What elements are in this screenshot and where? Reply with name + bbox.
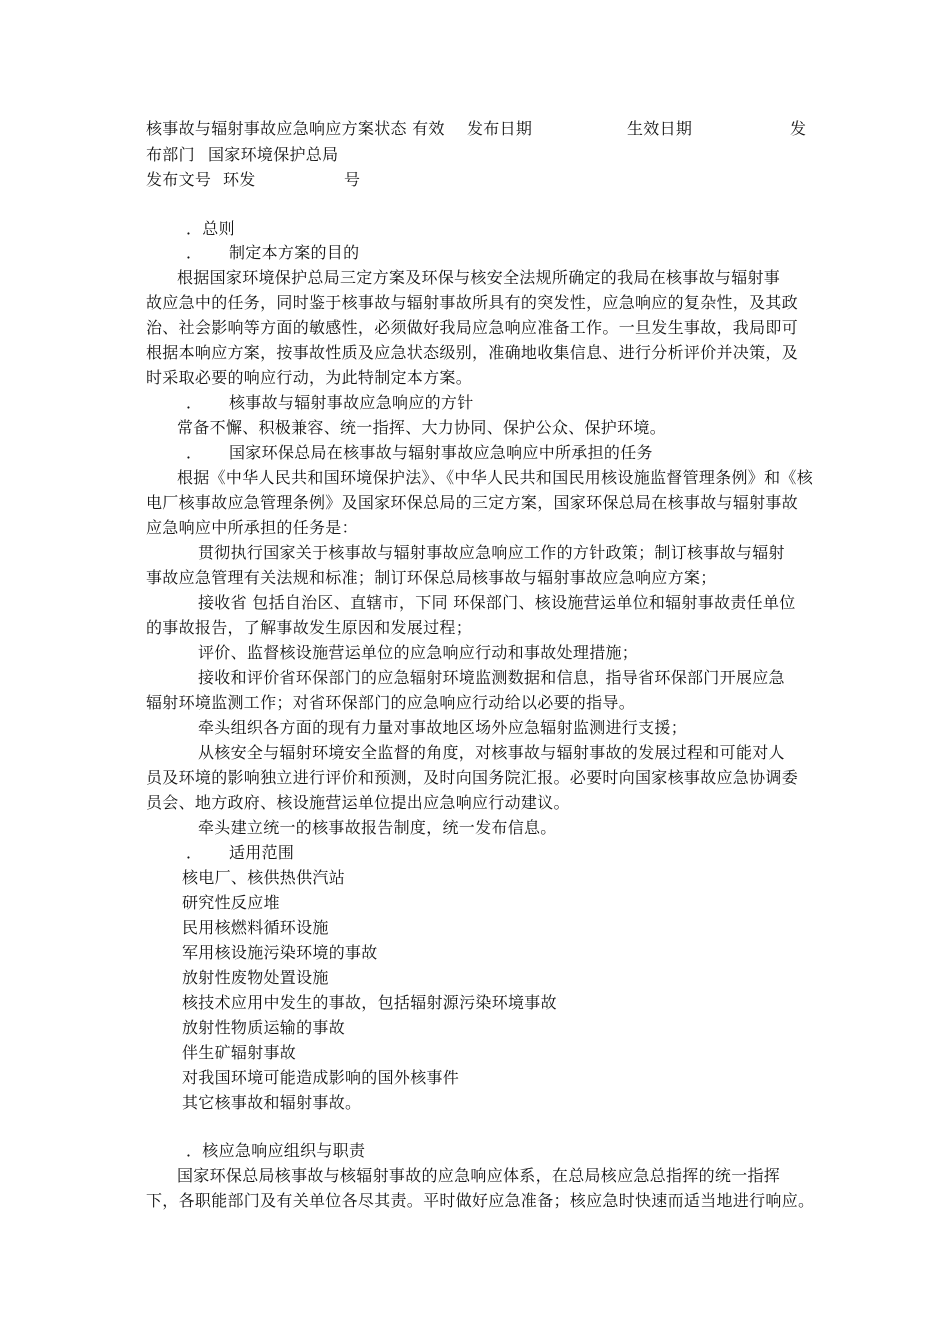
sub1-line: 故应急中的任务，同时鉴于核事故与辐射事故所具有的突发性，应急响应的复杂性，及其政 <box>146 293 799 312</box>
sub2-title: 核事故与辐射事故应急响应的方针 <box>229 393 474 412</box>
publish-dept-label-a: 发 <box>790 119 807 138</box>
task-line: 员会、地方政府、核设施营运单位提出应急响应行动建议。 <box>146 793 570 812</box>
scope-item: 对我国环境可能造成影响的国外核事件 <box>182 1068 460 1087</box>
sub1-line: 治、社会影响等方面的敏感性，必须做好我局应急响应准备工作。一旦发生事故，我局即可 <box>146 318 799 337</box>
scope-item: 其它核事故和辐射事故。 <box>182 1093 362 1112</box>
sub-marker: ． <box>186 393 203 412</box>
task-line: 员及环境的影响独立进行评价和预测，及时向国务院汇报。必要时向国家核事故应急协调委 <box>146 768 799 787</box>
sub-marker: ． <box>186 843 203 862</box>
task-line: 评价、监督核设施营运单位的应急响应行动和事故处理措施； <box>198 643 639 662</box>
sub3-intro-line: 根据《中华人民共和国环境保护法》、《中华人民共和国民用核设施监督管理条例》和《核 <box>177 468 814 487</box>
scope-item: 放射性废物处置设施 <box>182 968 329 987</box>
scope-item: 军用核设施污染环境的事故 <box>182 943 378 962</box>
task-line: 从核安全与辐射环境安全监督的角度，对核事故与辐射事故的发展过程和可能对人 <box>198 743 785 762</box>
sub2-text: 常备不懈、积极兼容、统一指挥、大力协同、保护公众、保护环境。 <box>177 418 667 437</box>
task-line: 事故应急管理有关法规和标准；制订环保总局核事故与辐射事故应急响应方案； <box>146 568 717 587</box>
scope-item: 核电厂、核供热供汽站 <box>182 868 346 887</box>
sub3-intro-line: 应急响应中所承担的任务是： <box>146 518 358 537</box>
sub4-title: 适用范围 <box>229 843 295 862</box>
scope-item: 民用核燃料循环设施 <box>182 918 329 937</box>
sub3-title: 国家环保总局在核事故与辐射事故应急响应中所承担的任务 <box>229 443 653 462</box>
sub1-line: 根据本响应方案，按事故性质及应急状态级别，准确地收集信息、进行分析评价并决策，及 <box>146 343 799 362</box>
sub3-intro-line: 电厂核事故应急管理条例》及国家环保总局的三定方案，国家环保总局在核事故与辐射事故 <box>146 493 799 512</box>
task-line: 牵头建立统一的核事故报告制度，统一发布信息。 <box>198 818 557 837</box>
task-line: 贯彻执行国家关于核事故与辐射事故应急响应工作的方针政策；制订核事故与辐射 <box>198 543 785 562</box>
doc-no-label: 发布文号 <box>146 170 212 189</box>
scope-item: 核技术应用中发生的事故，包括辐射源污染环境事故 <box>182 993 557 1012</box>
task-line: 辐射环境监测工作；对省环保部门的应急响应行动给以必要的指导。 <box>146 693 636 712</box>
task-line: 接收省 包括自治区、直辖市，下同 环保部门、核设施营运单位和辐射事故责任单位 <box>198 593 796 612</box>
sub1-title: 制定本方案的目的 <box>229 243 360 262</box>
section2-line: 下，各职能部门及有关单位各尽其责。平时做好应急准备；核应急时快速而适当地进行响应。 <box>146 1191 815 1210</box>
sub1-line: 根据国家环境保护总局三定方案及环保与核安全法规所确定的我局在核事故与辐射事 <box>177 268 781 287</box>
doc-no-prefix: 环发 <box>223 170 256 189</box>
publish-date-label: 发布日期 <box>467 119 533 138</box>
section2-heading: ．核应急响应组织与职责 <box>186 1141 366 1160</box>
sub1-line: 时采取必要的响应行动，为此特制定本方案。 <box>146 368 473 387</box>
effective-date-label: 生效日期 <box>627 119 693 138</box>
task-line: 接收和评价省环保部门的应急辐射环境监测数据和信息，指导省环保部门开展应急 <box>198 668 785 687</box>
sub-marker: ． <box>186 443 203 462</box>
task-line: 的事故报告，了解事故发生原因和发展过程； <box>146 618 473 637</box>
publish-dept: 国家环境保护总局 <box>208 145 339 164</box>
scope-item: 伴生矿辐射事故 <box>182 1043 297 1062</box>
scope-item: 放射性物质运输的事故 <box>182 1018 346 1037</box>
section1-heading: ．总则 <box>186 219 235 238</box>
section2-line: 国家环保总局核事故与核辐射事故的应急响应体系，在总局核应急总指挥的统一指挥 <box>177 1166 781 1185</box>
task-line: 牵头组织各方面的现有力量对事故地区场外应急辐射监测进行支援； <box>198 718 688 737</box>
scope-item: 研究性反应堆 <box>182 893 280 912</box>
doc-no-suffix: 号 <box>344 170 361 189</box>
publish-dept-label-b: 布部门 <box>146 145 195 164</box>
sub-marker: ． <box>186 243 203 262</box>
header-title-status: 核事故与辐射事故应急响应方案状态 有效 <box>146 119 445 138</box>
